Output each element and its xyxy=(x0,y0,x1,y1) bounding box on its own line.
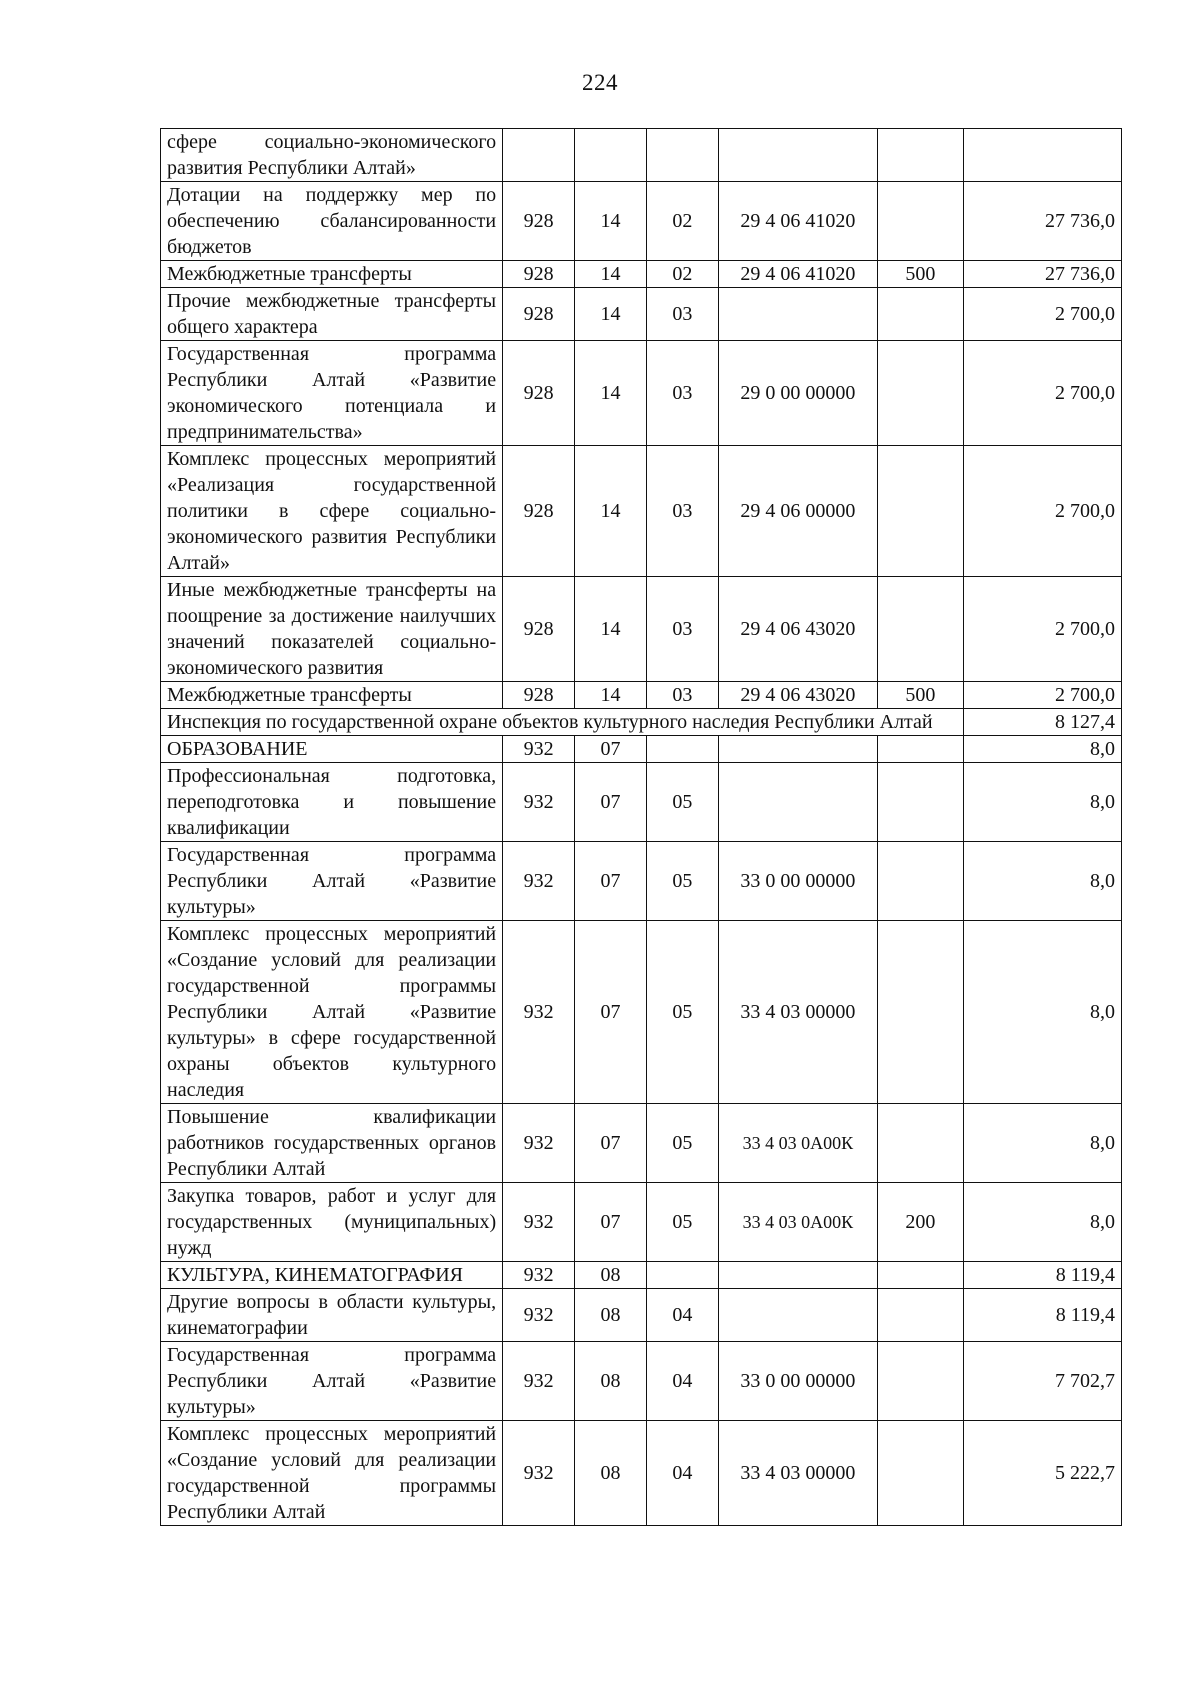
table-row xyxy=(161,763,1122,842)
vr-cell xyxy=(877,763,963,842)
vr-cell xyxy=(877,1289,963,1342)
rz-cell: 08 xyxy=(575,1421,647,1526)
ved-cell: 928 xyxy=(503,446,575,577)
pr-cell: 05 xyxy=(646,763,718,842)
pr-cell: 03 xyxy=(646,288,718,341)
row-name-cell: Прочие межбюджетные трансферты общего характера xyxy=(161,288,503,341)
row-name-cell: Другие вопросы в области культуры, кинематографии xyxy=(161,1289,503,1342)
csr-cell xyxy=(718,1289,877,1342)
row-name-cell: Межбюджетные трансферты xyxy=(161,682,503,709)
vr-cell xyxy=(877,921,963,1104)
pr-cell: 05 xyxy=(646,1183,718,1262)
rz-cell: 14 xyxy=(575,577,647,682)
rz-cell: 07 xyxy=(575,842,647,921)
sum-cell: 5 222,7 xyxy=(963,1421,1121,1526)
rz-cell: 08 xyxy=(575,1262,647,1289)
budget-table xyxy=(160,128,1122,1526)
csr-cell: 29 4 06 00000 xyxy=(718,446,877,577)
row-name-cell: Инспекция по государственной охране объектов культурного наследия Республики Алтай xyxy=(161,709,964,736)
table-row xyxy=(161,1289,1122,1342)
ved-cell: 932 xyxy=(503,1183,575,1262)
row-name-cell: Комплекс процессных мероприятий «Создание условий для реализации государственной программы Республики Алтай xyxy=(161,1421,503,1526)
table-row xyxy=(161,446,1122,577)
table-row xyxy=(161,921,1122,1104)
pr-cell xyxy=(646,129,718,182)
ved-cell: 932 xyxy=(503,1289,575,1342)
csr-cell: 29 4 06 43020 xyxy=(718,682,877,709)
table-row xyxy=(161,1262,1122,1289)
pr-cell: 04 xyxy=(646,1289,718,1342)
table-row xyxy=(161,1104,1122,1183)
rz-cell: 14 xyxy=(575,261,647,288)
pr-cell: 03 xyxy=(646,682,718,709)
pr-cell: 04 xyxy=(646,1421,718,1526)
vr-cell xyxy=(877,736,963,763)
ved-cell: 932 xyxy=(503,1104,575,1183)
csr-cell: 29 0 00 00000 xyxy=(718,341,877,446)
vr-cell: 500 xyxy=(877,261,963,288)
vr-cell xyxy=(877,1104,963,1183)
sum-cell: 2 700,0 xyxy=(963,682,1121,709)
vr-cell xyxy=(877,1421,963,1526)
pr-cell: 04 xyxy=(646,1342,718,1421)
row-name-cell: Межбюджетные трансферты xyxy=(161,261,503,288)
sum-cell: 8 119,4 xyxy=(963,1262,1121,1289)
row-name-cell: Иные межбюджетные трансферты на поощрение за достижение наилучших значений показателей социально-экономического развития xyxy=(161,577,503,682)
ved-cell: 932 xyxy=(503,763,575,842)
vr-cell xyxy=(877,1342,963,1421)
pr-cell: 03 xyxy=(646,446,718,577)
csr-cell xyxy=(718,288,877,341)
rz-cell: 14 xyxy=(575,341,647,446)
ved-cell: 932 xyxy=(503,1262,575,1289)
row-name-cell: Профессиональная подготовка, переподготовка и повышение квалификации xyxy=(161,763,503,842)
rz-cell: 14 xyxy=(575,182,647,261)
csr-cell: 29 4 06 43020 xyxy=(718,577,877,682)
row-name-cell: Государственная программа Республики Алтай «Развитие культуры» xyxy=(161,1342,503,1421)
sum-cell: 2 700,0 xyxy=(963,341,1121,446)
rz-cell: 14 xyxy=(575,682,647,709)
sum-cell: 8,0 xyxy=(963,763,1121,842)
ved-cell: 932 xyxy=(503,921,575,1104)
csr-cell xyxy=(718,1262,877,1289)
sum-cell: 27 736,0 xyxy=(963,261,1121,288)
row-name-cell: Дотации на поддержку мер по обеспечению сбалансированности бюджетов xyxy=(161,182,503,261)
csr-cell: 33 0 00 00000 xyxy=(718,1342,877,1421)
ved-cell: 928 xyxy=(503,182,575,261)
table-body xyxy=(161,129,1122,1526)
table-row xyxy=(161,288,1122,341)
vr-cell xyxy=(877,446,963,577)
csr-cell xyxy=(718,129,877,182)
csr-cell: 33 4 03 00000 xyxy=(718,1421,877,1526)
sum-cell: 8 127,4 xyxy=(963,709,1121,736)
vr-cell xyxy=(877,1262,963,1289)
sum-cell: 8,0 xyxy=(963,1183,1121,1262)
row-name-cell: Государственная программа Республики Алтай «Развитие экономического потенциала и предпринимательства» xyxy=(161,341,503,446)
rz-cell: 08 xyxy=(575,1289,647,1342)
table-row xyxy=(161,736,1122,763)
pr-cell: 05 xyxy=(646,1104,718,1183)
vr-cell xyxy=(877,129,963,182)
rz-cell: 07 xyxy=(575,921,647,1104)
csr-cell: 29 4 06 41020 xyxy=(718,182,877,261)
table-row xyxy=(161,577,1122,682)
ved-cell: 932 xyxy=(503,1342,575,1421)
ved-cell: 932 xyxy=(503,1421,575,1526)
ved-cell: 932 xyxy=(503,842,575,921)
vr-cell xyxy=(877,182,963,261)
table-row xyxy=(161,1342,1122,1421)
pr-cell: 05 xyxy=(646,842,718,921)
table-row xyxy=(161,1421,1122,1526)
table-row xyxy=(161,129,1122,182)
rz-cell: 08 xyxy=(575,1342,647,1421)
table-row xyxy=(161,182,1122,261)
table-row xyxy=(161,682,1122,709)
vr-cell xyxy=(877,842,963,921)
vr-cell xyxy=(877,577,963,682)
row-name-cell: КУЛЬТУРА, КИНЕМАТОГРАФИЯ xyxy=(161,1262,503,1289)
ved-cell: 928 xyxy=(503,341,575,446)
sum-cell: 2 700,0 xyxy=(963,577,1121,682)
row-name-cell: ОБРАЗОВАНИЕ xyxy=(161,736,503,763)
pr-cell xyxy=(646,736,718,763)
sum-cell: 7 702,7 xyxy=(963,1342,1121,1421)
table-row xyxy=(161,261,1122,288)
ved-cell: 928 xyxy=(503,682,575,709)
ved-cell: 932 xyxy=(503,736,575,763)
csr-cell: 33 4 03 0А00К xyxy=(718,1183,877,1262)
vr-cell xyxy=(877,288,963,341)
csr-cell: 29 4 06 41020 xyxy=(718,261,877,288)
vr-cell xyxy=(877,341,963,446)
table-row xyxy=(161,842,1122,921)
page-number: 224 xyxy=(582,70,618,95)
ved-cell: 928 xyxy=(503,577,575,682)
row-name-cell: Комплекс процессных мероприятий «Реализация государственной политики в сфере социально-экономического развития Республики Алтай» xyxy=(161,446,503,577)
pr-cell xyxy=(646,1262,718,1289)
sum-cell: 8,0 xyxy=(963,921,1121,1104)
ved-cell: 928 xyxy=(503,261,575,288)
sum-cell: 2 700,0 xyxy=(963,446,1121,577)
rz-cell: 14 xyxy=(575,446,647,577)
ved-cell: 928 xyxy=(503,288,575,341)
rz-cell xyxy=(575,129,647,182)
csr-cell: 33 4 03 0А00К xyxy=(718,1104,877,1183)
sum-cell: 27 736,0 xyxy=(963,182,1121,261)
row-name-cell: Закупка товаров, работ и услуг для государственных (муниципальных) нужд xyxy=(161,1183,503,1262)
sum-cell: 2 700,0 xyxy=(963,288,1121,341)
pr-cell: 03 xyxy=(646,341,718,446)
row-name-cell: сфере социально-экономического развития Республики Алтай» xyxy=(161,129,503,182)
row-name-cell: Государственная программа Республики Алтай «Развитие культуры» xyxy=(161,842,503,921)
pr-cell: 05 xyxy=(646,921,718,1104)
sum-cell: 8,0 xyxy=(963,842,1121,921)
sum-cell: 8,0 xyxy=(963,736,1121,763)
pr-cell: 03 xyxy=(646,577,718,682)
rz-cell: 14 xyxy=(575,288,647,341)
sum-cell xyxy=(963,129,1121,182)
vr-cell: 200 xyxy=(877,1183,963,1262)
row-name-cell: Повышение квалификации работников государственных органов Республики Алтай xyxy=(161,1104,503,1183)
row-name-cell: Комплекс процессных мероприятий «Создание условий для реализации государственной программы Республики Алтай «Развитие культуры» в сфере государственной охраны объектов культурного наследия xyxy=(161,921,503,1104)
csr-cell xyxy=(718,763,877,842)
vr-cell: 500 xyxy=(877,682,963,709)
table-row xyxy=(161,709,1122,736)
rz-cell: 07 xyxy=(575,763,647,842)
csr-cell: 33 0 00 00000 xyxy=(718,842,877,921)
csr-cell: 33 4 03 00000 xyxy=(718,921,877,1104)
rz-cell: 07 xyxy=(575,736,647,763)
pr-cell: 02 xyxy=(646,261,718,288)
table-row xyxy=(161,341,1122,446)
rz-cell: 07 xyxy=(575,1104,647,1183)
ved-cell xyxy=(503,129,575,182)
table-row xyxy=(161,1183,1122,1262)
rz-cell: 07 xyxy=(575,1183,647,1262)
sum-cell: 8 119,4 xyxy=(963,1289,1121,1342)
pr-cell: 02 xyxy=(646,182,718,261)
csr-cell xyxy=(718,736,877,763)
sum-cell: 8,0 xyxy=(963,1104,1121,1183)
